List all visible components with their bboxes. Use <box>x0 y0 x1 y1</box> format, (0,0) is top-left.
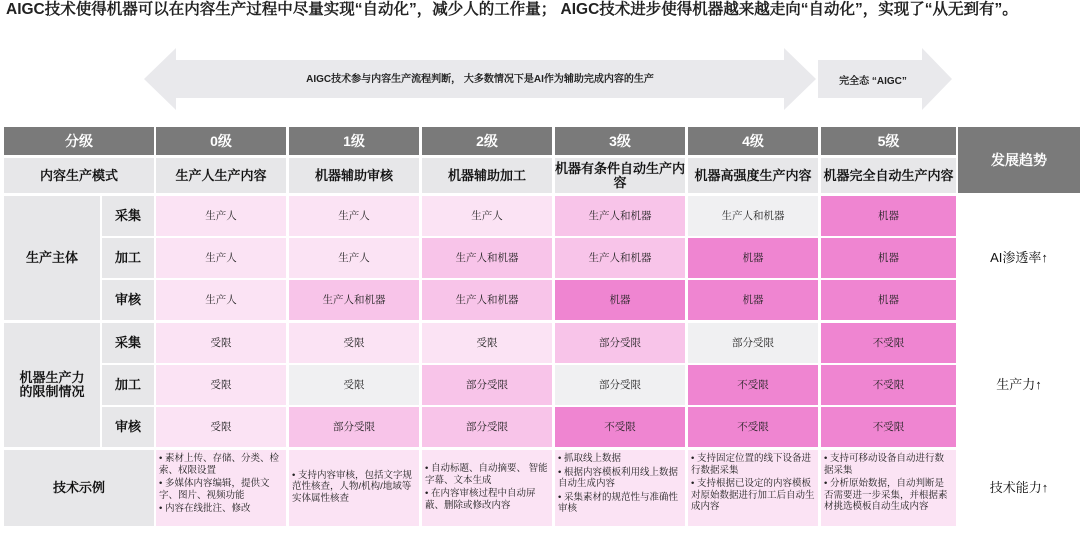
limit-cell: 部分受限 <box>289 407 419 447</box>
subject-cell: 生产人和机器 <box>555 196 685 236</box>
tech-item: • 支持固定位置的线下设备进行数据采集 <box>691 453 811 476</box>
subject-cell: 机器 <box>688 280 818 320</box>
group-subject: 生产主体 <box>4 196 100 320</box>
limit-cell: 受限 <box>289 323 419 363</box>
step-label: 加工 <box>102 365 154 405</box>
tech-cell <box>821 450 956 526</box>
subject-cell: 机器 <box>555 280 685 320</box>
mode-cell: 生产人生产内容 <box>156 158 286 193</box>
tech-cell <box>156 450 286 526</box>
mode-cell: 机器有条件自动生产内容 <box>555 158 685 193</box>
level-header: 4级 <box>688 127 818 155</box>
tech-item: • 内容在线批注、修改 <box>159 503 251 514</box>
limit-cell: 不受限 <box>821 365 956 405</box>
trend-value: 生产力↑ <box>958 323 1080 447</box>
limit-cell: 不受限 <box>555 407 685 447</box>
limit-cell: 部分受限 <box>422 365 552 405</box>
level-header: 3级 <box>555 127 685 155</box>
level-header: 5级 <box>821 127 956 155</box>
level-header: 1级 <box>289 127 419 155</box>
full-arrow-label: 完全态 “AIGC” <box>839 76 907 87</box>
tech-item: • 支持根据已设定的内容模板对原始数据进行加工后自动生成内容 <box>691 478 815 512</box>
limit-cell: 受限 <box>422 323 552 363</box>
subject-cell: 生产人 <box>156 280 286 320</box>
subject-cell: 生产人和机器 <box>688 196 818 236</box>
limit-cell: 受限 <box>156 407 286 447</box>
subject-cell: 生产人和机器 <box>289 280 419 320</box>
limit-cell: 不受限 <box>688 407 818 447</box>
subject-cell: 生产人和机器 <box>422 280 552 320</box>
tech-cell <box>688 450 818 526</box>
main-arrow <box>144 48 816 110</box>
step-label: 采集 <box>102 196 154 236</box>
mode-cell: 机器辅助加工 <box>422 158 552 193</box>
limit-cell: 受限 <box>289 365 419 405</box>
step-label: 加工 <box>102 238 154 278</box>
limit-cell: 受限 <box>156 323 286 363</box>
tech-item: • 分析原始数据，自动判断是否需要进一步采集，并根据素材挑选模板自动生成内容 <box>824 478 948 512</box>
subject-cell: 生产人 <box>156 196 286 236</box>
tech-item: • 根据内容模板利用线上数据自动生成内容 <box>558 466 678 489</box>
subject-cell: 机器 <box>821 196 956 236</box>
trend-header: 发展趋势 <box>958 127 1080 193</box>
level-header: 2级 <box>422 127 552 155</box>
limit-cell: 部分受限 <box>688 323 818 363</box>
subject-cell: 生产人 <box>156 238 286 278</box>
limit-cell: 受限 <box>156 365 286 405</box>
subject-cell: 生产人和机器 <box>422 238 552 278</box>
full-arrow <box>818 48 952 110</box>
tech-item: • 抓取线上数据 <box>558 453 621 464</box>
trend-value: 技术能力↑ <box>958 450 1080 526</box>
tech-item: • 素材上传、存储、分类、检索、权限设置 <box>159 453 279 476</box>
tech-cell <box>555 450 685 526</box>
tech-item: • 多媒体内容编辑，提供文字、图片、视频功能 <box>159 478 270 501</box>
subject-cell: 生产人 <box>289 238 419 278</box>
limit-cell: 不受限 <box>688 365 818 405</box>
limit-cell: 不受限 <box>821 407 956 447</box>
tech-item: • 采集素材的规范性与准确性审核 <box>558 491 678 514</box>
limit-cell: 不受限 <box>821 323 956 363</box>
tech-item: • 在内容审核过程中自动屏蔽、删除或修改内容 <box>425 488 536 511</box>
mode-cell: 机器辅助审核 <box>289 158 419 193</box>
tech-item: • 支持内容审核，包括文字规范性核查，人物/机构/地域等实体属性核查 <box>292 469 412 504</box>
tech-cell <box>289 450 419 526</box>
tech-cell <box>422 450 552 526</box>
tech-label: 技术示例 <box>4 450 154 526</box>
subject-cell: 机器 <box>688 238 818 278</box>
step-label: 审核 <box>102 280 154 320</box>
main-arrow-label: AIGC技术参与内容生产流程判断， 大多数情况下是AI作为辅助完成内容的生产 <box>306 74 654 85</box>
headline: AIGC技术使得机器可以在内容生产过程中尽量实现“自动化”，减少人的工作量； AIGC技术进步使得机器越来越走向“自动化”，实现了“从无到有”。 <box>6 1 1018 18</box>
mode-cell: 机器完全自动生产内容 <box>821 158 956 193</box>
corner-header: 分级 <box>4 127 154 155</box>
step-label: 采集 <box>102 323 154 363</box>
subject-cell: 机器 <box>821 238 956 278</box>
group-limit: 机器生产力的限制情况 <box>4 323 100 447</box>
tech-item: • 支持可移动设备自动进行数据采集 <box>824 453 944 476</box>
subject-cell: 生产人 <box>289 196 419 236</box>
limit-cell: 部分受限 <box>555 365 685 405</box>
level-header: 0级 <box>156 127 286 155</box>
subject-cell: 机器 <box>821 280 956 320</box>
step-label: 审核 <box>102 407 154 447</box>
trend-value: AI渗透率↑ <box>958 196 1080 320</box>
tech-item: • 自动标题、自动摘要、 智能字幕、文本生成 <box>425 463 548 486</box>
limit-cell: 部分受限 <box>555 323 685 363</box>
subject-cell: 生产人和机器 <box>555 238 685 278</box>
mode-cell: 机器高强度生产内容 <box>688 158 818 193</box>
mode-label: 内容生产模式 <box>4 158 154 193</box>
limit-cell: 部分受限 <box>422 407 552 447</box>
subject-cell: 生产人 <box>422 196 552 236</box>
